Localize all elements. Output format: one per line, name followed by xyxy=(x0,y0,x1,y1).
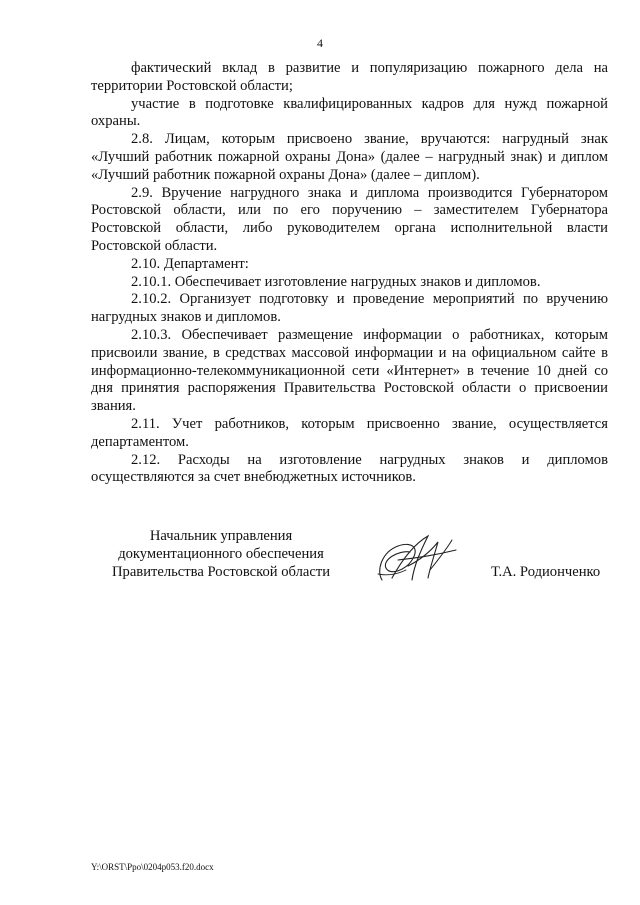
paragraph: 2.10. Департамент: xyxy=(131,255,249,272)
file-path-footer: Y:\ORST\Ppo\0204p053.f20.docx xyxy=(91,862,214,872)
document-body xyxy=(91,60,608,487)
paragraph: 2.10.1. Обеспечивает изготовление нагрудных знаков и дипломов. xyxy=(131,273,541,290)
page-number: 4 xyxy=(317,36,323,50)
signature-block xyxy=(0,528,640,598)
signatory-position xyxy=(91,528,351,581)
position-line: Правительства Ростовской области xyxy=(111,563,331,580)
paragraph: 2.12. Расходы на изготовление нагрудных знаков и дипломов осуществляются за счет внебюджетных источников. xyxy=(91,451,608,486)
paragraph: участие в подготовке квалифицированных кадров для нужд пожарной охраны. xyxy=(91,95,608,130)
paragraph: 2.8. Лицам, которым присвоено звание, вручаются: нагрудный знак «Лучший работник пожарной охраны Дона» (далее – нагрудный знак) и диплом «Лучший работник пожарной охраны Дона» (далее – диплом). xyxy=(91,131,608,183)
position-line: Начальник управления xyxy=(149,528,293,544)
signatory-name: Т.А. Родионченко xyxy=(491,564,601,580)
position-line: документационного обеспечения xyxy=(118,545,324,562)
paragraph: 2.10.3. Обеспечивает размещение информации о работниках, которым присвоили звание, в средствах массовой информации и на официальном сайте в информационно-телекоммуникационной сети «Интернет» в течение 10 дней со дня принятия распоряжения Правительства Ростовской области о присвоении звания. xyxy=(91,326,608,415)
paragraph: 2.9. Вручение нагрудного знака и диплома производится Губернатором Ростовской области, или по его поручению – заместителем Губернатора Ростовской области, либо руководителем органа исполнительной власти Ростовской области. xyxy=(91,184,608,254)
paragraph: фактический вклад в развитие и популяризацию пожарного дела на территории Ростовской области; xyxy=(91,60,608,94)
handwritten-signature xyxy=(368,530,464,590)
paragraph: 2.10.2. Организует подготовку и проведение мероприятий по вручению нагрудных знаков и дипломов. xyxy=(91,291,608,326)
paragraph: 2.11. Учет работников, которым присвоенно звание, осуществляется департаментом. xyxy=(91,415,608,450)
